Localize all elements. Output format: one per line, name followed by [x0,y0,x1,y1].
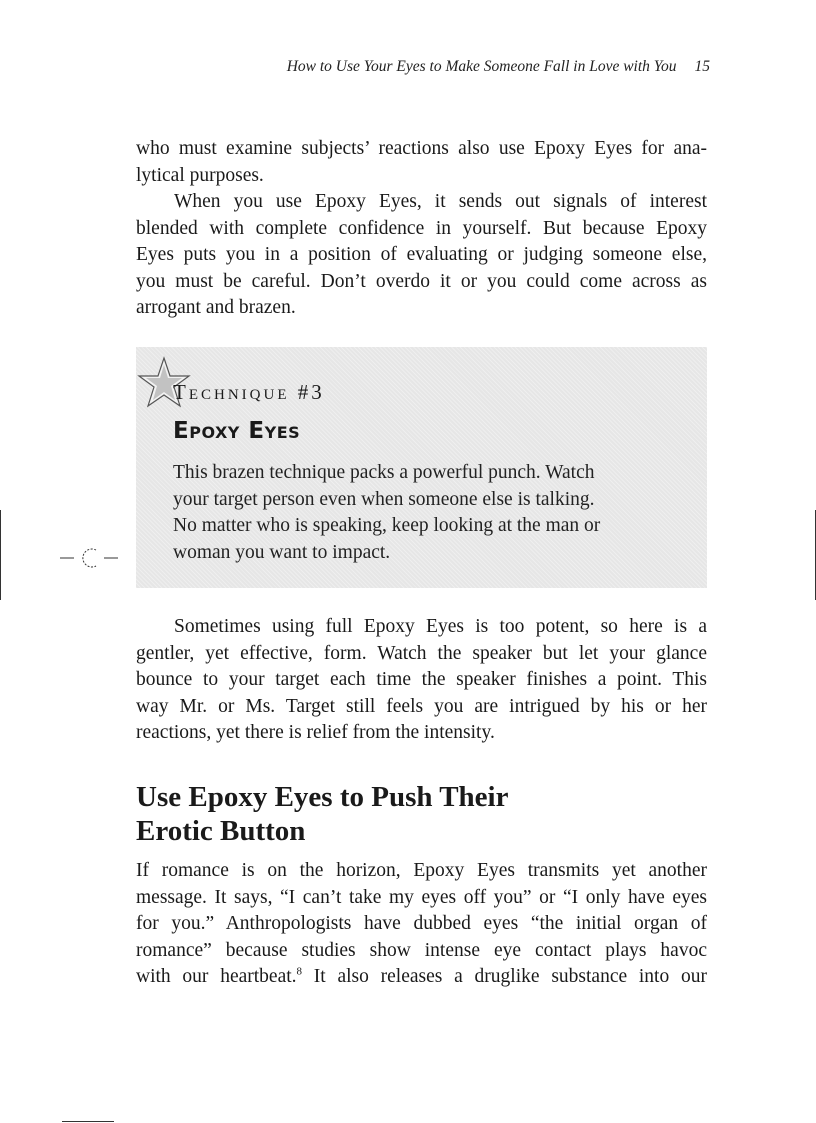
text-line: blended with complete confidence in yourself. But because Epoxy [136,217,707,239]
technique-body [173,460,673,566]
text-line: This brazen technique packs a powerful punch. Watch [173,462,595,483]
paragraph-3 [136,614,707,747]
paragraph-4 [136,858,707,991]
running-head [130,58,710,76]
text-line: lytical purposes. [136,164,264,186]
text-fragment: It also releases a druglike substance into our [302,966,707,988]
text-line: message. It says, “I can’t take my eyes off you” or “I only have eyes [136,886,707,908]
text-line: When you use Epoxy Eyes, it sends out signals of interest [174,191,707,212]
text-line: arrogant and brazen. [136,297,296,319]
page-number: 15 [694,58,710,75]
section-heading-line: Use Epoxy Eyes to Push Their [136,781,509,813]
footnote-ref: 8 [296,965,303,978]
text-line: Sometimes using full Epoxy Eyes is too potent, so here is a [174,616,707,637]
text-line: gentler, yet effective, form. Watch the speaker but let your glance [136,642,707,664]
crop-mark-left [0,510,1,600]
text-line: Eyes puts you in a position of evaluating or judging someone else, [136,244,707,266]
section-heading [136,780,508,848]
text-line: If romance is on the horizon, Epoxy Eyes transmits yet another [136,860,707,881]
crop-mark-bottom [62,1121,114,1122]
text-line: woman you want to impact. [173,541,391,563]
paragraph-2 [136,189,707,322]
technique-title: Epoxy Eyes [173,418,301,444]
running-head-title: How to Use Your Eyes to Make Someone Fall in Love with You [286,58,677,75]
text-line: who must examine subjects’ reactions also use Epoxy Eyes for ana- [136,138,707,159]
text-line: romance” because studies show intense eye contact plays havoc [136,939,707,961]
registration-mark-icon [58,544,122,572]
technique-label: Technique #3 [173,380,325,404]
text-line: reactions, yet there is relief from the intensity. [136,722,495,744]
text-line: your target person even when someone else is talking. [173,488,595,510]
text-line: you must be careful. Don’t overdo it or you could come across as [136,270,707,292]
text-line: for you.” Anthropologists have dubbed eyes “the initial organ of [136,913,707,935]
section-heading-line: Erotic Button [136,815,306,847]
paragraph-1 [136,136,707,189]
text-line [136,964,707,991]
text-line: way Mr. or Ms. Target still feels you are intrigued by his or her [136,695,707,717]
text-fragment: with our heartbeat. [136,966,297,988]
text-line: No matter who is speaking, keep looking at the man or [173,515,601,537]
text-line: bounce to your target each time the speaker finishes a point. This [136,669,707,691]
